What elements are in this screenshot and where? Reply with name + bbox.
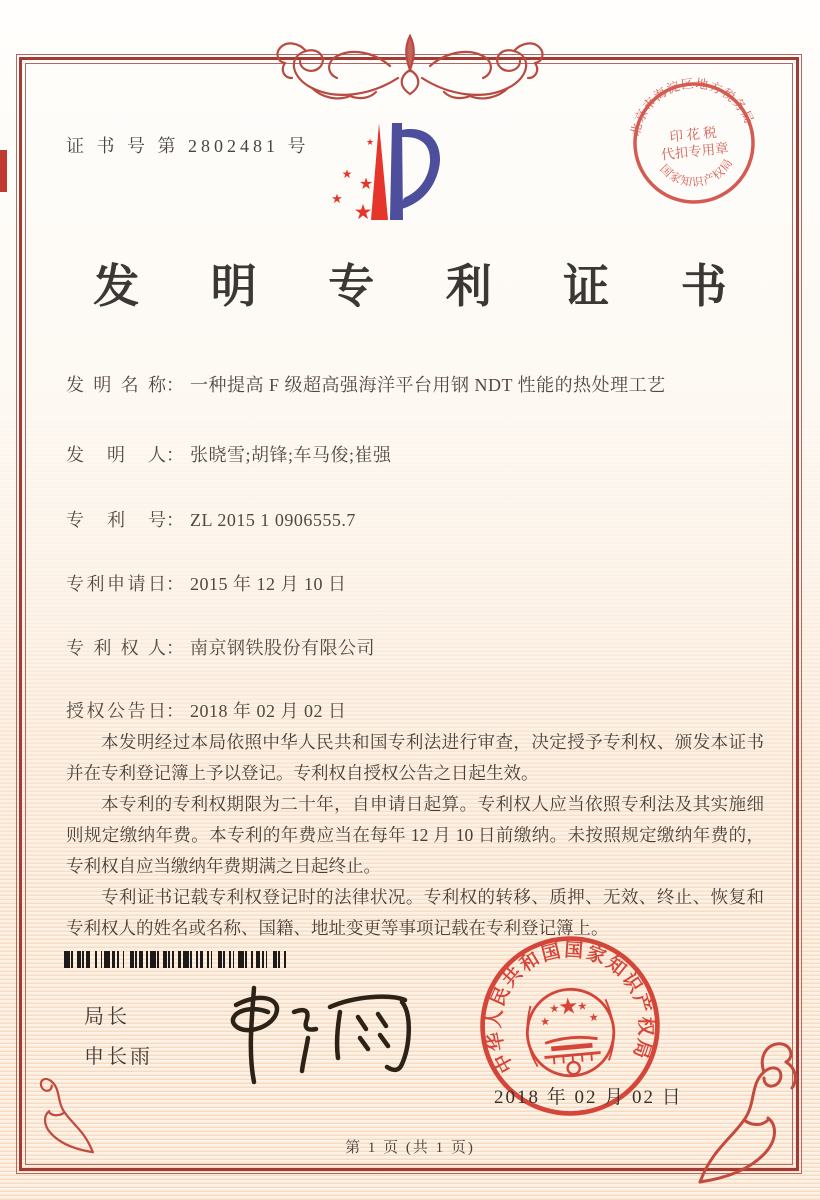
stamp-center-line1: 印 花 税 xyxy=(668,124,718,145)
field-value: 南京钢铁股份有限公司 xyxy=(190,638,375,658)
field-grant-date xyxy=(66,697,347,723)
star-icon: ★ xyxy=(557,993,580,1021)
legal-paragraph: 专利证书记载专利权登记时的法律状况。专利权的转移、质押、无效、终止、恢复和专利权人的姓名或名称、国籍、地址变更等事项记载在专利登记簿上。 xyxy=(66,887,764,938)
field-label: 发明名称 xyxy=(66,375,166,395)
cnipa-logo xyxy=(330,110,450,228)
star-icon: ★ xyxy=(539,1014,551,1029)
logo-stars xyxy=(331,138,374,224)
field-value: ZL 2015 1 0906555.7 xyxy=(190,510,356,530)
field-label: 专利号 xyxy=(66,510,166,530)
page-footer: 第 1 页 (共 1 页) xyxy=(345,1140,475,1156)
field-application-date xyxy=(66,570,347,596)
field-value: 张晓雪;胡锋;车马俊;崔强 xyxy=(190,445,392,465)
field-invention-name xyxy=(66,371,666,397)
field-value: 一种提高 F 级超高强海洋平台用钢 NDT 性能的热处理工艺 xyxy=(190,375,666,395)
field-label: 专利权人 xyxy=(66,638,166,658)
field-colon: ： xyxy=(166,574,184,594)
signature-handwriting xyxy=(190,972,440,1087)
field-value: 2015 年 12 月 10 日 xyxy=(190,574,347,594)
field-colon: ： xyxy=(166,638,184,658)
field-label: 授权公告日 xyxy=(66,701,166,721)
star-icon: ★ xyxy=(548,1001,560,1016)
field-colon: ： xyxy=(166,445,184,465)
star-icon: ★ xyxy=(331,192,343,207)
stamp-ring-bottom-text: 国家知识产权局 xyxy=(657,156,736,190)
star-icon: ★ xyxy=(365,138,375,148)
issue-date: 2018 年 02 月 02 日 xyxy=(494,1087,683,1108)
signer-name: 申长雨 xyxy=(84,1046,153,1068)
field-colon: ： xyxy=(166,375,184,395)
barcode-gap xyxy=(286,951,288,968)
star-icon: ★ xyxy=(576,999,589,1014)
left-edge-red-tab xyxy=(0,150,7,192)
star-icon: ★ xyxy=(341,167,353,181)
legal-paragraph: 本发明经过本局依照中华人民共和国专利法进行审查，决定授予专利权、颁发本证书并在专利登记簿上予以登记。专利权自授权公告之日起生效。 xyxy=(66,732,764,783)
certificate-number: 证 书 号 第 2802481 号 xyxy=(66,136,310,156)
star-icon: ★ xyxy=(588,1010,600,1025)
dragon-ornament xyxy=(240,26,580,114)
field-value: 2018 年 02 月 02 日 xyxy=(190,701,347,721)
field-patent-number xyxy=(66,506,356,532)
signer-title: 局长 xyxy=(84,1006,130,1028)
star-icon: ★ xyxy=(358,174,374,193)
field-colon: ： xyxy=(166,510,184,530)
field-inventors xyxy=(66,441,392,467)
seal-ring-text: 中华人民共和国国家知识产权局 xyxy=(483,939,656,1077)
legal-text-block xyxy=(66,727,764,944)
field-colon: ： xyxy=(166,701,184,721)
stamp-center-line2: 代扣专用章 xyxy=(660,140,730,163)
field-patentee xyxy=(66,634,375,660)
stamp-ring-top-text: 北京市海淀区地方税务局 xyxy=(628,76,757,138)
barcode xyxy=(64,951,288,968)
national-emblem xyxy=(524,986,618,1080)
field-label: 发明人 xyxy=(66,445,166,465)
corner-flourish-right xyxy=(692,1032,804,1188)
field-label: 专利申请日 xyxy=(66,574,166,594)
legal-paragraph: 本专利的专利权期限为二十年，自申请日起算。专利权人应当依照专利法及其实施细则规定缴纳年费。本专利的年费应当在每年 12 月 10 日前缴纳。未按照规定缴纳年费的，专利权自应当缴纳年费期满之日起终止。 xyxy=(66,794,764,876)
tax-revenue-stamp xyxy=(620,69,767,216)
star-icon: ★ xyxy=(353,200,373,224)
page-title: 发 明 专 利 证 书 xyxy=(93,261,757,312)
